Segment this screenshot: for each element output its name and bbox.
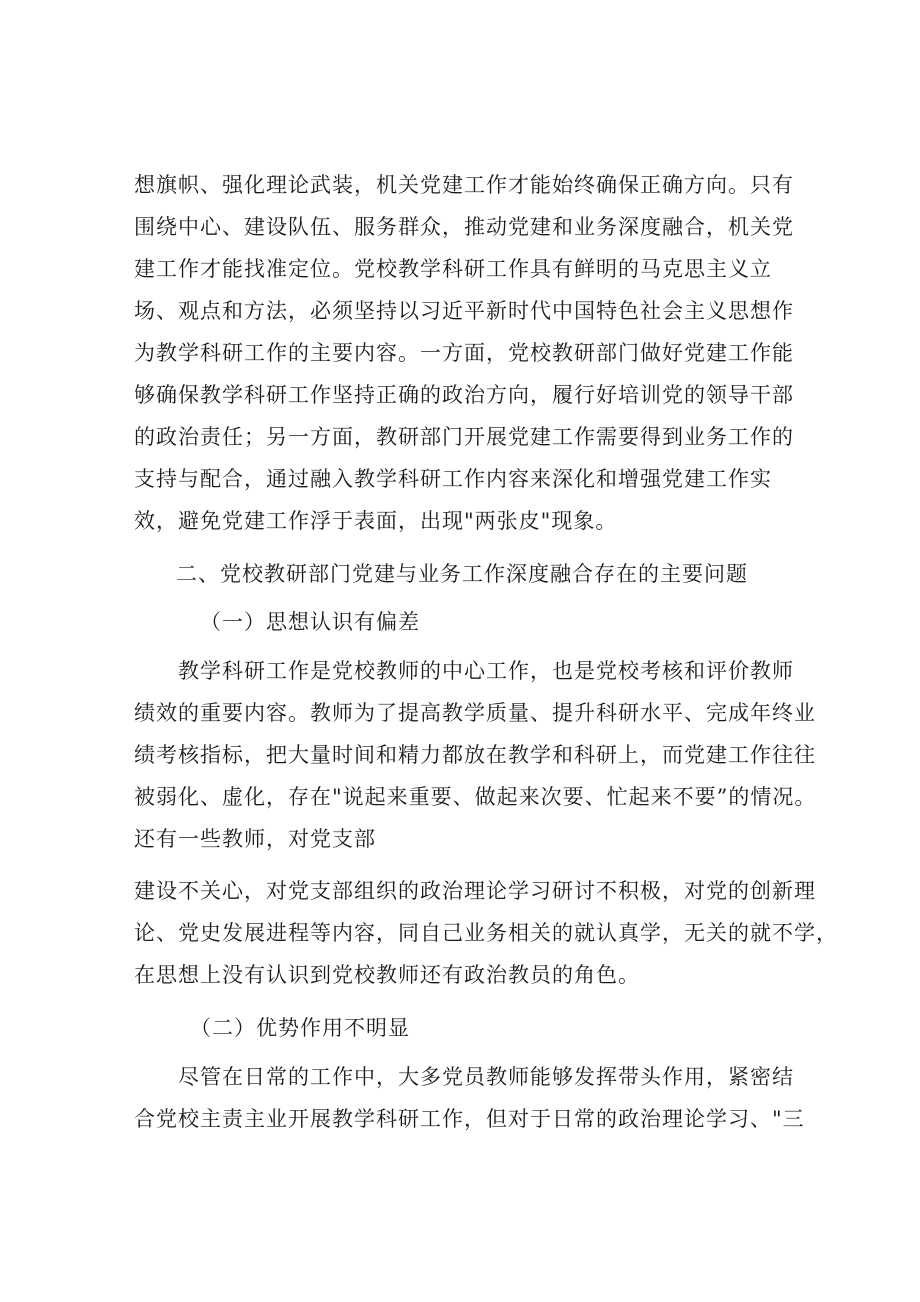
paragraph-line: 建工作才能找准定位。党校教学科研工作具有鲜明的马克思主义立 [134,257,772,281]
paragraph-line: 绩效的重要内容。教师为了提高教学质量、提升科研水平、完成年终业 [134,701,816,725]
paragraph-line: 效，避免党建工作浮于表面，出现"两张皮"现象。 [134,509,618,533]
subsection-heading: （二）优势作用不明显 [190,1016,410,1040]
paragraph-line: 够确保教学科研工作坚持正确的政治方向，履行好培训党的领导干部 [134,383,794,407]
paragraph-line: 绩考核指标，把大量时间和精力都放在教学和科研上，而党建工作往往 [134,743,816,767]
paragraph-line: 建设不关心，对党支部组织的政治理论学习研讨不积极，对党的创新理 [134,879,816,903]
paragraph-line: 的政治责任；另一方面，教研部门开展党建工作需要得到业务工作的 [134,425,794,449]
paragraph-line: 在思想上没有认识到党校教师还有政治教员的角色。 [134,963,640,987]
paragraph-line: 想旗帜、强化理论武装，机关党建工作才能始终确保正确方向。只有 [134,173,794,197]
paragraph-line: 尽管在日常的工作中，大多党员教师能够发挥带头作用，紧密结 [178,1065,794,1089]
paragraph-line: 场、观点和方法，必须坚持以习近平新时代中国特色社会主义思想作 [134,299,794,323]
paragraph-line: 围绕中心、建设队伍、服务群众，推动党建和业务深度融合，机关党 [134,215,794,239]
paragraph-line: 被弱化、虚化，存在"说起来重要、做起来次要、忙起来不要”的情况。 [134,785,817,809]
paragraph-line: 为教学科研工作的主要内容。一方面，党校教研部门做好党建工作能 [134,341,794,365]
section-heading: 二、党校教研部门党建与业务工作深度融合存在的主要问题 [176,562,748,586]
paragraph-line: 合党校主责主业开展教学科研工作，但对于日常的政治理论学习、"三 [134,1107,805,1131]
paragraph-line: 论、党史发展进程等内容，同自己业务相关的就认真学，无关的就不学， [134,921,838,945]
paragraph-line: 支持与配合，通过融入教学科研工作内容来深化和增强党建工作实 [134,467,772,491]
subsection-heading: （一）思想认识有偏差 [200,610,420,634]
paragraph-line: 教学科研工作是党校教师的中心工作，也是党校考核和评价教师 [178,659,794,683]
paragraph-line: 还有一些教师，对党支部 [134,827,376,851]
